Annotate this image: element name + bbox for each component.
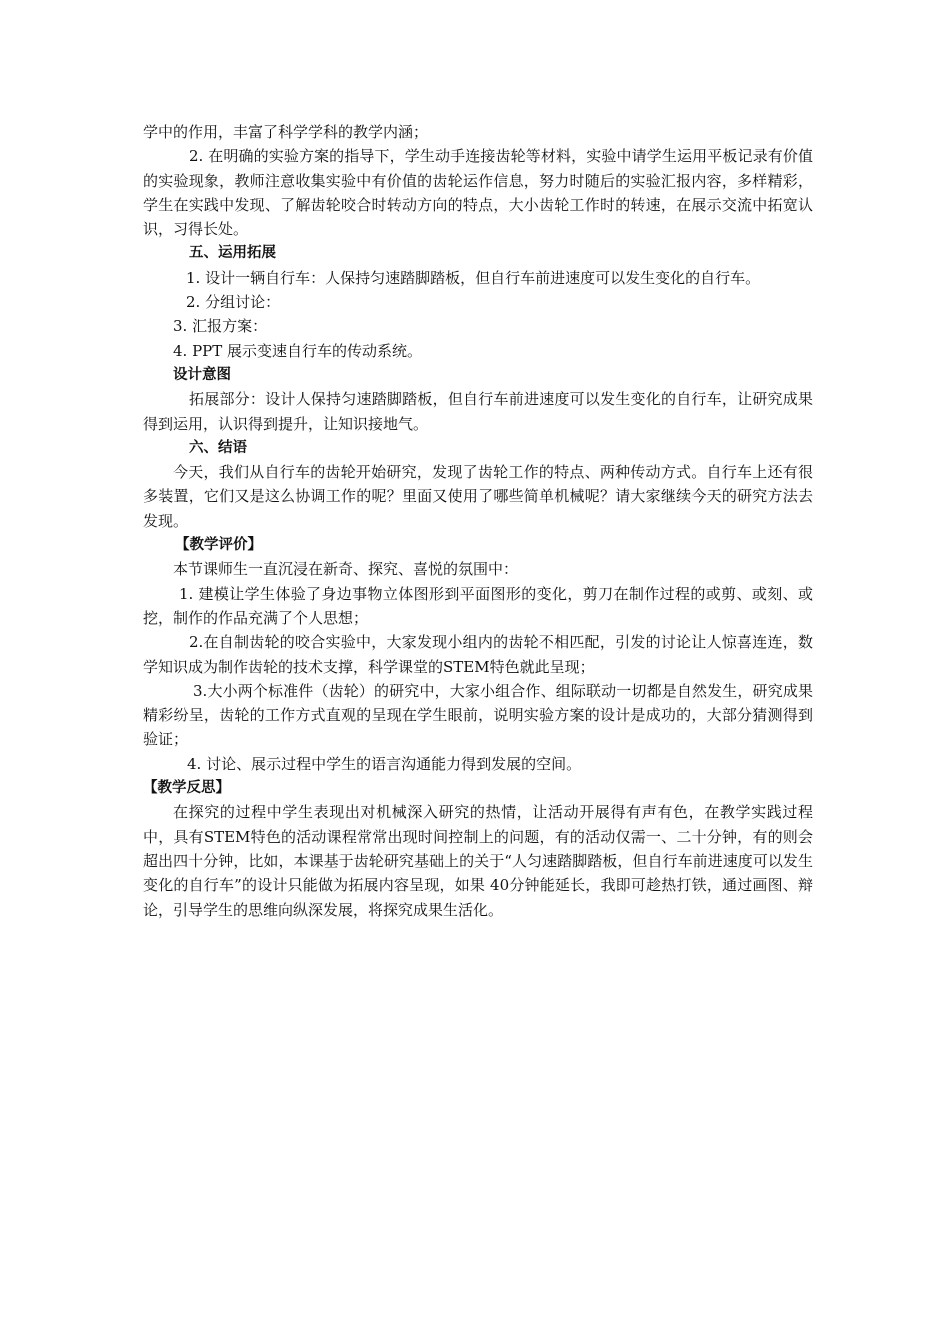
paragraph-item-2: 2. 在明确的实验方案的指导下，学生动手连接齿轮等材料，实验中请学生运用平板记录有价值的实验现象，教师注意收集实验中有价值的齿轮运作信息，努力时随后的实验汇报内容，多样精彩，学生在实践中发现、了解齿轮咬合时转动方向的特点，大小齿轮工作时的转速，在展示交流中拓宽认识，习得长处。 xyxy=(143,147,813,239)
document-body xyxy=(143,120,813,922)
evaluation-item-3: 3.大小两个标准件（齿轮）的研究中，大家小组合作、组际联动一切都是自然发生，研究成果精彩纷呈，齿轮的工作方式直观的呈现在学生眼前，说明实验方案的设计是成功的，大部分猜测得到验证； xyxy=(143,681,813,749)
heading-section-six: 六、结语 xyxy=(189,439,247,456)
heading-design-intent: 设计意图 xyxy=(173,366,231,383)
heading-teaching-evaluation: 【教学评价】 xyxy=(175,537,262,554)
paragraph-evaluation-intro: 本节课师生一直沉浸在新奇、探究、喜悦的氛围中： xyxy=(173,560,519,579)
heading-section-five: 五、运用拓展 xyxy=(189,245,276,262)
paragraph-conclusion: 今天，我们从自行车的齿轮开始研究，发现了齿轮工作的特点、两种传动方式。自行车上还有很多装置，它们又是这么协调工作的呢？里面又使用了哪些简单机械呢？请大家继续今天的研究方法去发现。 xyxy=(143,463,813,530)
evaluation-item-2: 2.在自制齿轮的咬合实验中，大家发现小组内的齿轮不相匹配，引发的讨论让人惊喜连连，数学知识成为制作齿轮的技术支撑，科学课堂的STEM特色就此呈现； xyxy=(143,633,813,676)
paragraph-design-intent: 拓展部分：设计人保持匀速踏脚踏板，但自行车前进速度可以发生变化的自行车，让研究成果得到运用，认识得到提升，让知识接地气。 xyxy=(143,390,813,433)
heading-teaching-reflection: 【教学反思】 xyxy=(143,780,230,797)
list-item-group-discussion: 2. 分组讨论： xyxy=(186,293,281,312)
evaluation-item-4: 4. 讨论、展示过程中学生的语言沟通能力得到发展的空间。 xyxy=(187,754,582,773)
list-item-ppt: 4. PPT 展示变速自行车的传动系统。 xyxy=(173,341,423,360)
list-item-report-plan: 3. 汇报方案： xyxy=(173,317,268,336)
evaluation-item-1: 1. 建模让学生体验了身边事物立体图形到平面图形的变化，剪刀在制作过程的或剪、或刻、或挖，制作的作品充满了个人思想； xyxy=(143,584,813,627)
list-item-design-bike: 1. 设计一辆自行车：人保持匀速踏脚踏板，但自行车前进速度可以发生变化的自行车。 xyxy=(186,268,761,287)
paragraph-reflection: 在探究的过程中学生表现出对机械深入研究的热情，让活动开展得有声有色，在教学实践过程中，具有STEM特色的活动课程常常出现时间控制上的问题，有的活动仅需一、二十分钟，有的则会超出四十分钟，比如，本课基于齿轮研究基础上的关于“人匀速踏脚踏板，但自行车前进速度可以发生变化的自行车”的设计只能做为拓展内容呈现，如果 40分钟能延长，我即可趁热打铁，通过画图、辩论，引导学生的思维向纵深发展，将探究成果生活化。 xyxy=(143,803,813,919)
paragraph-continuation: 学中的作用，丰富了科学学科的教学内涵； xyxy=(143,123,429,141)
